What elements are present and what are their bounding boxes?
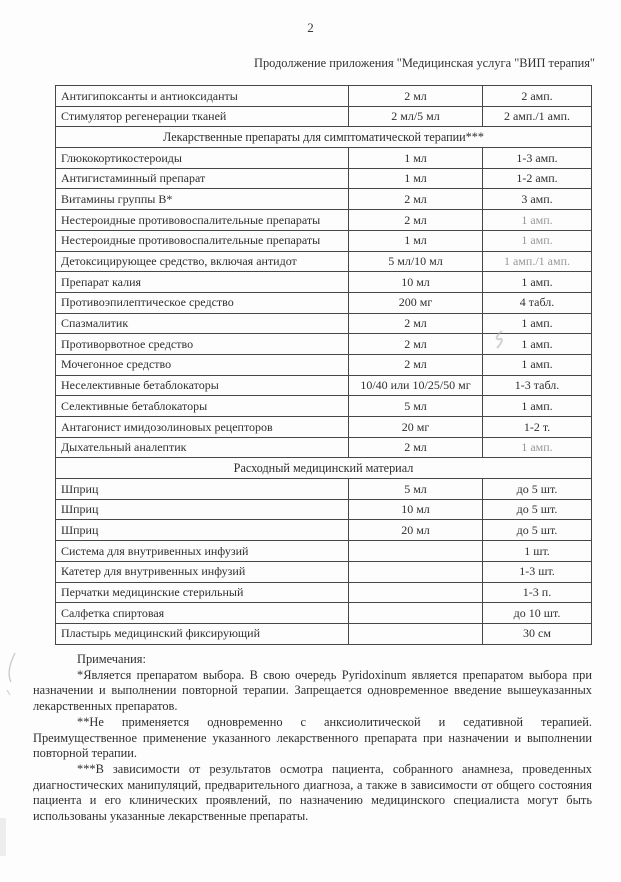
dose-cell: 2 мл (349, 313, 483, 334)
table-row (56, 582, 592, 603)
table-row (56, 603, 592, 624)
qty-cell: 1 амп. (483, 437, 592, 458)
dose-cell: 10 мл (349, 272, 483, 293)
table-row (56, 313, 592, 334)
qty-cell: 1 амп./1 амп. (483, 251, 592, 272)
table-row (56, 520, 592, 541)
table-row (56, 499, 592, 520)
qty-cell: 4 табл. (483, 292, 592, 313)
table-row (56, 437, 592, 458)
dose-cell: 2 мл (349, 334, 483, 355)
note-paragraph: **Не применяется одновременно с анксиолитической и седативной терапией. Преимущественное применение указанного лекарственного препарата при назначении и выполнении повторной терапии. (33, 714, 592, 761)
dose-cell: 10 мл (349, 499, 483, 520)
dose-cell: 200 мг (349, 292, 483, 313)
dose-cell: 5 мл (349, 396, 483, 417)
name-cell: Перчатки медицинские стерильный (56, 582, 349, 603)
page-number: 2 (307, 20, 314, 35)
name-cell: Противоэпилептическое средство (56, 292, 349, 313)
name-cell: Глюкокортикостероиды (56, 148, 349, 169)
qty-cell: 1 амп. (483, 313, 592, 334)
name-cell: Противорвотное средство (56, 334, 349, 355)
dose-cell: 20 мл (349, 520, 483, 541)
table-row (56, 189, 592, 210)
name-cell: Шприц (56, 520, 349, 541)
name-cell: Шприц (56, 499, 349, 520)
qty-cell: до 10 шт. (483, 603, 592, 624)
qty-cell: 1-3 п. (483, 582, 592, 603)
name-cell: Стимулятор регенерации тканей (56, 106, 349, 127)
medication-table-body (56, 86, 592, 645)
note-paragraph: *Является препаратом выбора. В свою очередь Pyridoxinum является препаратом выбора при назначении и выполнении повторной терапии. Запрещается одновременное введение вышеуказанных лекарственных препаратов. (33, 667, 592, 714)
name-cell: Неселективные бетаблокаторы (56, 375, 349, 396)
table-row (56, 479, 592, 500)
name-cell: Пластырь медицинский фиксирующий (56, 623, 349, 644)
qty-cell: 1-3 амп. (483, 148, 592, 169)
name-cell: Антагонист имидозолиновых рецепторов (56, 417, 349, 438)
qty-cell: 1 амп. (483, 272, 592, 293)
table-row (56, 106, 592, 127)
dose-cell: 5 мл (349, 479, 483, 500)
dose-cell: 2 мл (349, 354, 483, 375)
name-cell: Антигистаминный препарат (56, 168, 349, 189)
name-cell: Катетер для внутривенных инфузий (56, 561, 349, 582)
qty-cell: 1 амп. (483, 230, 592, 251)
qty-cell: 3 амп. (483, 189, 592, 210)
name-cell: Детоксицирующее средство, включая антидот (56, 251, 349, 272)
table-row (56, 272, 592, 293)
name-cell: Спазмалитик (56, 313, 349, 334)
table-row (56, 417, 592, 438)
table-row (56, 86, 592, 107)
dose-cell: 2 мл (349, 86, 483, 107)
qty-cell: 30 см (483, 623, 592, 644)
dose-cell: 2 мл (349, 210, 483, 231)
name-cell: Селективные бетаблокаторы (56, 396, 349, 417)
table-row (56, 148, 592, 169)
name-cell: Нестероидные противовоспалительные препараты (56, 230, 349, 251)
notes-title: Примечания: (77, 652, 146, 666)
qty-cell: до 5 шт. (483, 520, 592, 541)
medication-table (55, 85, 592, 645)
qty-cell: 1 амп. (483, 396, 592, 417)
table-row (56, 251, 592, 272)
dose-cell (349, 603, 483, 624)
dose-cell: 10/40 или 10/25/50 мг (349, 375, 483, 396)
name-cell: Дыхательный аналептик (56, 437, 349, 458)
qty-cell: до 5 шт. (483, 499, 592, 520)
qty-cell: 2 амп. (483, 86, 592, 107)
dose-cell: 1 мл (349, 148, 483, 169)
table-row (56, 168, 592, 189)
table-row (56, 354, 592, 375)
name-cell: Салфетка спиртовая (56, 603, 349, 624)
continuation-header: Продолжение приложения "Медицинская услуга "ВИП терапия" (254, 56, 595, 70)
dose-cell (349, 541, 483, 562)
table-row (56, 541, 592, 562)
qty-cell: 1 амп. (483, 354, 592, 375)
qty-cell: 2 амп./1 амп. (483, 106, 592, 127)
qty-cell: 1 шт. (483, 541, 592, 562)
page-edge-artifact (0, 818, 6, 856)
qty-cell: 1 амп. (483, 334, 592, 355)
dose-cell: 20 мг (349, 417, 483, 438)
section-row (56, 458, 592, 479)
qty-cell: до 5 шт. (483, 479, 592, 500)
dose-cell: 5 мл/10 мл (349, 251, 483, 272)
table-row (56, 292, 592, 313)
qty-cell: 1-3 шт. (483, 561, 592, 582)
name-cell: Витамины группы В* (56, 189, 349, 210)
qty-cell: 1-3 табл. (483, 375, 592, 396)
table-row (56, 334, 592, 355)
dose-cell (349, 623, 483, 644)
name-cell: Препарат калия (56, 272, 349, 293)
section-label: Расходный медицинский материал (56, 458, 592, 479)
qty-cell: 1-2 т. (483, 417, 592, 438)
table-row (56, 230, 592, 251)
dose-cell: 2 мл (349, 437, 483, 458)
name-cell: Антигипоксанты и антиоксиданты (56, 86, 349, 107)
notes-section (33, 652, 592, 825)
section-label: Лекарственные препараты для симптоматической терапии*** (56, 127, 592, 148)
dose-cell: 1 мл (349, 168, 483, 189)
pen-mark-artifact (3, 650, 21, 702)
name-cell: Шприц (56, 479, 349, 500)
name-cell: Нестероидные противовоспалительные препараты (56, 210, 349, 231)
dose-cell (349, 582, 483, 603)
dose-cell: 1 мл (349, 230, 483, 251)
qty-cell: 1-2 амп. (483, 168, 592, 189)
dose-cell: 2 мл (349, 189, 483, 210)
dose-cell (349, 561, 483, 582)
note-paragraph: ***В зависимости от результатов осмотра пациента, собранного анамнеза, проведенных диагностических манипуляций, предварительного диагноза, а также в зависимости от общего состояния пациента и его клинических проявлений, по назначению медицинского специалиста могут быть использованы указанные лекарственные препараты. (33, 761, 592, 824)
table-row (56, 375, 592, 396)
name-cell: Мочегонное средство (56, 354, 349, 375)
table-row (56, 561, 592, 582)
table-row (56, 623, 592, 644)
section-row (56, 127, 592, 148)
name-cell: Система для внутривенных инфузий (56, 541, 349, 562)
qty-cell: 1 амп. (483, 210, 592, 231)
dose-cell: 2 мл/5 мл (349, 106, 483, 127)
table-row (56, 396, 592, 417)
table-row (56, 210, 592, 231)
